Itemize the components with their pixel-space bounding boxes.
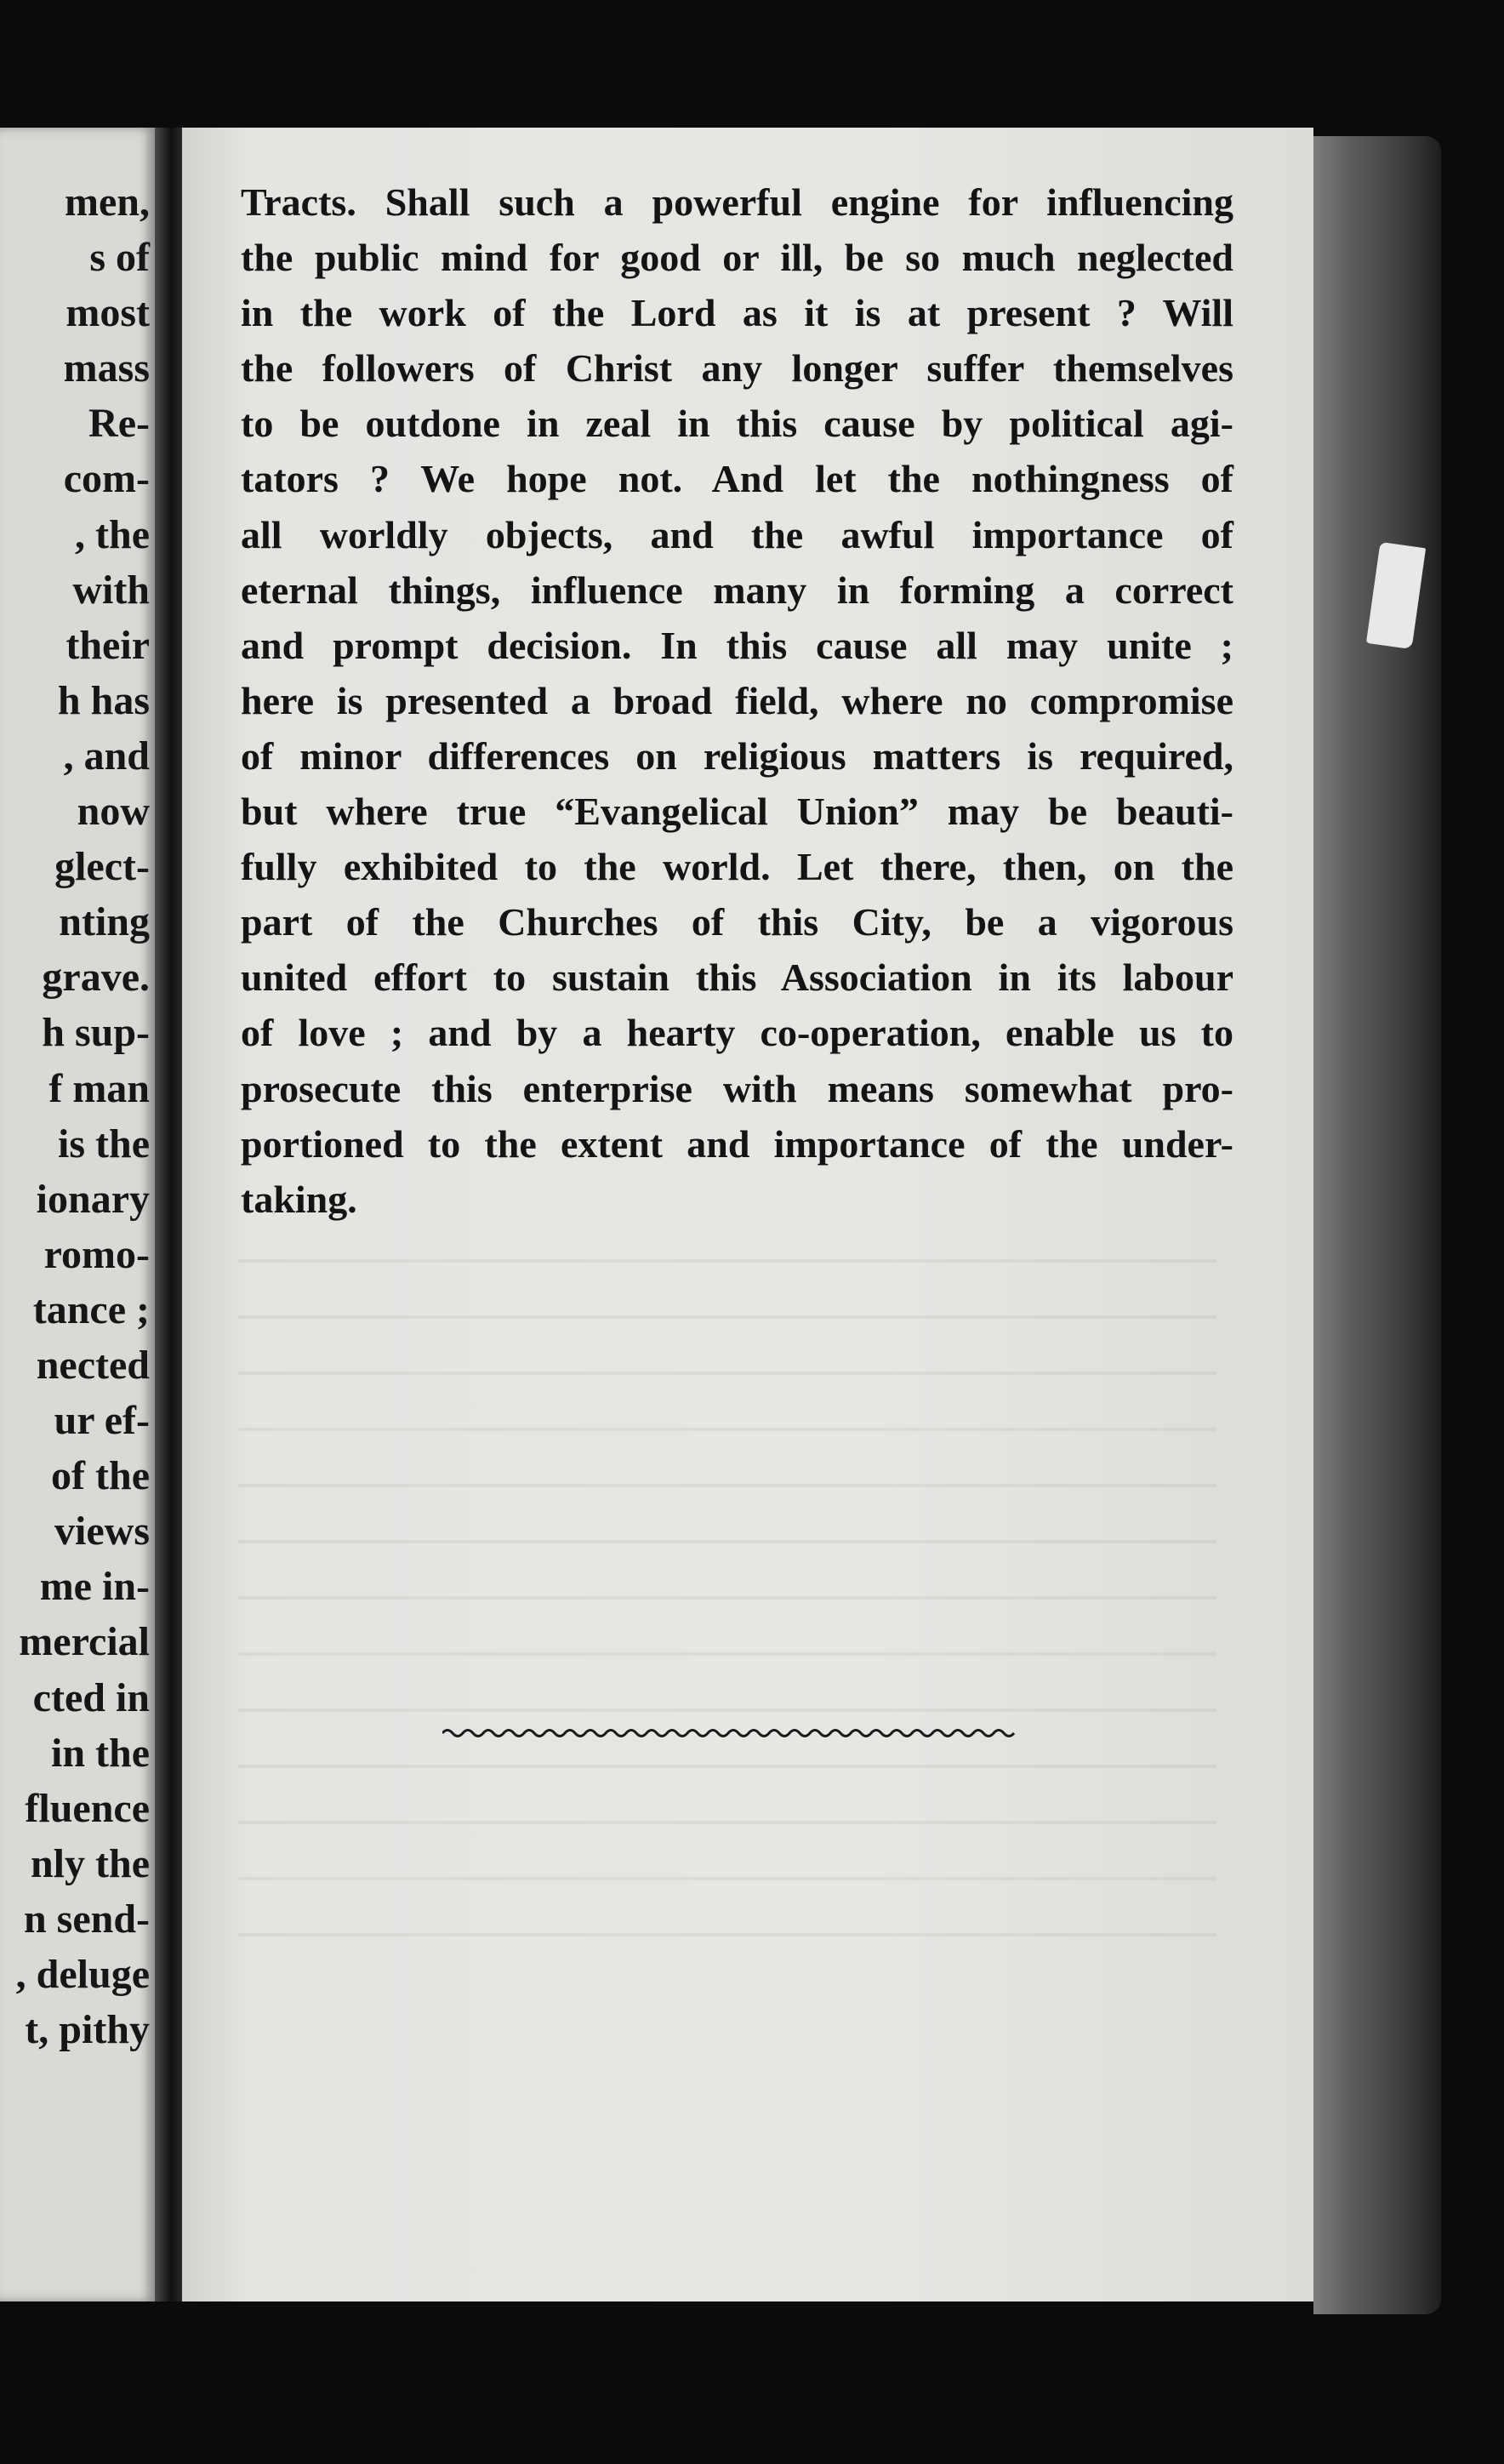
left-page-line: , deluge	[15, 1952, 150, 1997]
left-page-line: in the	[50, 1730, 150, 1776]
left-page-line: glect-	[54, 844, 150, 890]
left-page-line: me in-	[39, 1564, 150, 1610]
text-line: taking.	[241, 1177, 357, 1221]
left-page-line: now	[77, 789, 150, 835]
text-line: tators ? We hope not. And let the nothingness of	[241, 457, 1233, 501]
text-line: united effort to sustain this Association in its labour	[241, 955, 1233, 1000]
left-page-line: mercial	[19, 1619, 150, 1665]
left-page-line: of the	[51, 1453, 150, 1499]
text-line: fully exhibited to the world. Let there, then, on the	[241, 845, 1233, 889]
left-page-line: , and	[63, 733, 150, 779]
book-gutter	[155, 128, 182, 2301]
left-page-line: fluence	[25, 1785, 150, 1831]
text-line: of love ; and by a hearty co-operation, enable us to	[241, 1011, 1233, 1055]
left-page-line: romo-	[43, 1231, 150, 1277]
text-line: Tracts. Shall such a powerful engine for influencing	[241, 180, 1233, 224]
text-line: part of the Churches of this City, be a vigorous	[241, 900, 1233, 944]
text-line: the public mind for good or ill, be so much neglected	[241, 236, 1233, 280]
text-line: here is presented a broad field, where no compromise	[241, 678, 1233, 722]
text-line: to be outdone in zeal in this cause by political agi-	[241, 402, 1233, 446]
left-page-line: ionary	[36, 1176, 150, 1222]
left-page-line: mass	[63, 345, 150, 391]
left-page-line: com-	[63, 456, 150, 502]
left-page-line: f man	[48, 1065, 150, 1111]
left-page-line: men,	[65, 180, 150, 225]
bleed-through-texture	[238, 1259, 1216, 1957]
wavy-divider-rule	[442, 1723, 1021, 1743]
text-line: the followers of Christ any longer suffer themselves	[241, 346, 1233, 391]
left-page-line: nected	[36, 1342, 150, 1388]
left-page-line: h sup-	[42, 1010, 150, 1056]
left-page-line: is the	[58, 1121, 150, 1166]
text-line: in the work of the Lord as it is at present ? Will	[241, 291, 1233, 335]
left-page-line: n send-	[23, 1896, 150, 1942]
left-page-line: cted in	[32, 1674, 150, 1720]
left-page-line: Re-	[88, 401, 150, 447]
text-line: and prompt decision. In this cause all may unite ;	[241, 623, 1233, 667]
left-page-line: views	[54, 1509, 150, 1554]
left-page-line: , the	[75, 511, 150, 557]
left-page-line: ur ef-	[54, 1398, 150, 1444]
left-page-line: s of	[89, 235, 150, 281]
text-line: but where true “Evangelical Union” may be beauti-	[241, 790, 1233, 834]
left-page-line: h has	[57, 677, 150, 723]
left-page-line: t, pithy	[25, 2007, 150, 2053]
text-line: portioned to the extent and importance of the under-	[241, 1121, 1233, 1166]
left-page-line: nly the	[30, 1840, 150, 1886]
left-page-text	[0, 174, 150, 2057]
left-page-line: with	[72, 567, 150, 613]
main-page-text	[241, 174, 1233, 1227]
left-page-line: nting	[59, 899, 150, 945]
text-line: of minor differences on religious matters is required,	[241, 733, 1233, 778]
page-block-edge	[1313, 136, 1441, 2314]
left-page-line: tance ;	[32, 1286, 150, 1332]
paper-tab-fragment	[1366, 542, 1426, 649]
left-page-line: grave.	[42, 955, 150, 1001]
text-line: eternal things, influence many in forming a correct	[241, 568, 1233, 612]
left-page-line: most	[66, 290, 150, 336]
text-line: prosecute this enterprise with means somewhat pro-	[241, 1066, 1233, 1110]
left-page-line: their	[66, 622, 150, 668]
text-line: all worldly objects, and the awful importance of	[241, 512, 1233, 556]
